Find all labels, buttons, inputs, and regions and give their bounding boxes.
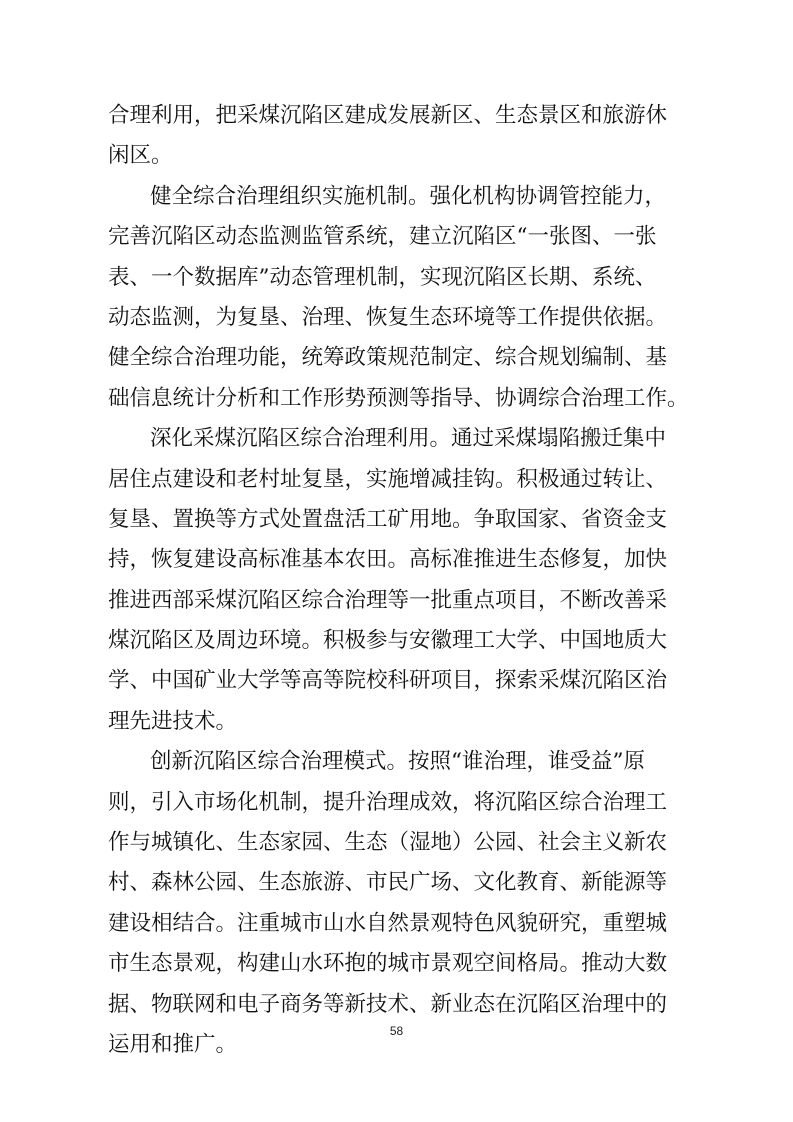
text-line: 表、一个数据库”动态管理机制，实现沉陷区长期、系统、 bbox=[108, 264, 657, 290]
paragraph-start-line: 健全综合治理组织实施机制。强化机构协调管控能力， bbox=[150, 183, 667, 209]
text-line: 市生态景观，构建山水环抱的城市景观空间格局。推动大数 bbox=[108, 951, 668, 977]
text-line: 建设相结合。注重城市山水自然景观特色风貌研究，重塑城 bbox=[108, 910, 668, 936]
text-line: 复垦、置换等方式处置盘活工矿用地。争取国家、省资金支 bbox=[108, 506, 668, 532]
text-line: 居住点建设和老村址复垦，实施增减挂钩。积极通过转让、 bbox=[108, 466, 668, 492]
text-line: 理先进技术。 bbox=[108, 708, 238, 734]
text-line: 闲区。 bbox=[108, 143, 173, 169]
paragraph-start-line: 深化采煤沉陷区综合治理利用。通过采煤塌陷搬迁集中 bbox=[150, 426, 667, 452]
text-line: 推进西部采煤沉陷区综合治理等一批重点项目，不断改善采 bbox=[108, 587, 668, 613]
text-line: 动态监测，为复垦、治理、恢复生态环境等工作提供依据。 bbox=[108, 304, 668, 330]
text-line: 础信息统计分析和工作形势预测等指导、协调综合治理工作。 bbox=[108, 385, 689, 411]
text-line: 村、森林公园、生态旅游、市民广场、文化教育、新能源等 bbox=[108, 870, 668, 896]
text-line: 作与城镇化、生态家园、生态（湿地）公园、社会主义新农 bbox=[108, 830, 668, 856]
page-number: 58 bbox=[389, 1024, 404, 1038]
text-line: 煤沉陷区及周边环境。积极参与安徽理工大学、中国地质大 bbox=[108, 628, 668, 654]
text-line: 运用和推广。 bbox=[108, 1031, 238, 1057]
text-line: 健全综合治理功能，统筹政策规范制定、综合规划编制、基 bbox=[108, 345, 668, 371]
text-line: 学、中国矿业大学等高等院校科研项目，探索采煤沉陷区治 bbox=[108, 668, 668, 694]
text-line: 据、物联网和电子商务等新技术、新业态在沉陷区治理中的 bbox=[108, 991, 668, 1017]
text-line: 持，恢复建设高标准基本农田。高标准推进生态修复，加快 bbox=[108, 547, 668, 573]
text-line: 合理利用，把采煤沉陷区建成发展新区、生态景区和旅游休 bbox=[108, 103, 668, 128]
body-text bbox=[108, 96, 693, 1065]
text-line: 则，引入市场化机制，提升治理成效，将沉陷区综合治理工 bbox=[108, 789, 668, 815]
text-line: 完善沉陷区动态监测监管系统，建立沉陷区“一张图、一张 bbox=[108, 224, 657, 250]
paragraph-start-line: 创新沉陷区综合治理模式。按照“谁治理，谁受益”原 bbox=[150, 749, 645, 775]
